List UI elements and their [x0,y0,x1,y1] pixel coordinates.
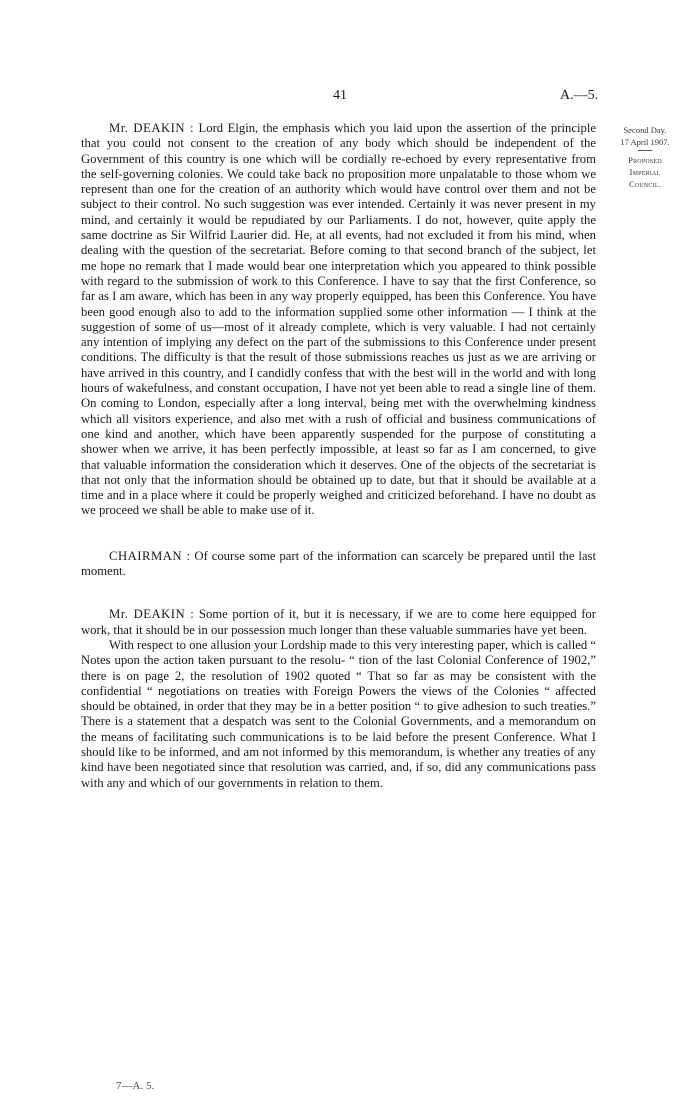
speaker-name: Mr. DEAKIN : [109,121,195,135]
margin-topic-line3: Council. [628,179,662,189]
document-reference: A.—5. [560,88,599,103]
margin-note-date: 17 April 1907. [620,137,670,147]
paragraph-deakin-3 [81,638,596,791]
margin-topic-line1: Proposed [628,155,662,165]
page-number: 41 [333,88,347,103]
paragraph-gap [81,579,596,607]
transcript-body [81,121,596,791]
margin-divider [638,150,652,151]
paragraph-text: With respect to one allusion your Lordship made to this very interesting paper, which is called “ Notes upon the action taken pursuant to the resolu- “ tion of the last Colonial Conference of 1902,” there is on page 2, the resolution of 1902 quoted “ That so far as may be consistent with the confidential “ negotiations on treaties with Foreign Powers the views of the Colonies “ affected should be obtained, in order that they may be in a better position “ to give adhesion to such treaties.” There is a statement that a despatch was sent to the Colonial Governments, and a memorandum on the means of facilitating such communications is to be laid before the present Conference. What I should like to be informed, and am not informed by this memorandum, is whether any treaties of any kind have been negotiated since that resolution was carried, and, if so, did any communications pass with any and which of our governments in relation to them. [81,637,596,790]
paragraph-deakin-2 [81,607,596,638]
speaker-name: CHAIRMAN : [109,548,191,563]
margin-note-day: Second Day. [623,125,667,135]
margin-note [606,124,684,190]
speaker-name: Mr. DEAKIN : [109,607,195,622]
printer-signature: 7—A. 5. [116,1080,155,1092]
paragraph-text: Of course some part of the information can scarcely be prepared until the last moment. [81,548,597,579]
paragraph-text: Some portion of it, but it is necessary, if we are to come here equipped for work, that it should be in our possession much longer than these valuable summaries have yet been. [81,607,596,637]
page-header [0,88,700,106]
paragraph-deakin-1 [81,121,596,519]
paragraph-gap [81,519,596,549]
paragraph-chairman [81,549,596,580]
margin-topic-line2: Imperial [629,167,661,177]
paragraph-text: Lord Elgin, the emphasis which you laid upon the assertion of the principle that you could not consent to the creation of any body which should be independent of the Government of this country is one which will be cordially re-echoed by every representative from the self-governing colonies. We could take back no proposition more unpalatable to those whom we represent than one for the creation of an authority which would have control over them and not be subject to their control. No such suggestion was ever intended. Certainly it was never present in my mind, and certainly it would be repudiated by our Parliaments. I do not, however, quite apply the same doctrine as Sir Wilfrid Laurier did. He, at all events, had not excluded it from his mind, when dealing with the question of the secretariat. Before coming to that second branch of the subject, let me hope no remark that I made would bear one interpretation which you appeared to think possible with regard to the submission of work to this Conference. I have to say that the first Conference, so far as I am aware, which has been in any way properly equipped, has been this Conference. You have been good enough also to add to the information supplied some other information — I think at the suggestion of some of us—most of it already complete, which is very valuable. I had not certainly any intention of implying any defect on the part of the submissions to this Conference under present conditions. The difficulty is that the result of those submissions reaches us just as we are arriving or have arrived in this country, and I candidly confess that with the best will in the world and with long hours of wakefulness, and constant occupation, I have not yet been able to read a single line of them. On coming to London, especially after a long interval, being met with the overwhelming kindness which all visitors experience, and also met with a rush of official and business communications of one kind and another, which have been apparently suspended for the purpose of constituting a shower when we arrive, it has been perfectly impossible, at least so far as I am concerned, to give that valuable information the consideration which it deserves. One of the objects of the secretariat is that not only that the information should be obtained up to date, but that it should be available at a time and in a place where it could be properly weighed and criticized beforehand. I have no doubt as we proceed we shall be able to make use of it. [81,121,596,518]
